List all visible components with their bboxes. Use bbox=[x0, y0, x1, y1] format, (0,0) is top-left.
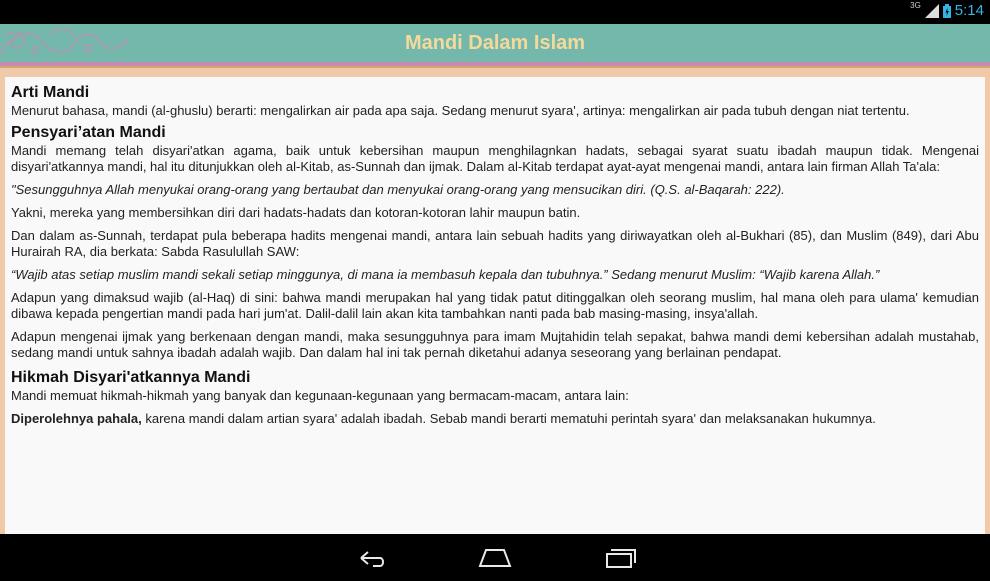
battery-icon bbox=[943, 4, 951, 18]
clock: 5:14 bbox=[954, 2, 984, 19]
paragraph: Menurut bahasa, mandi (al-ghuslu) berarti: mengalirkan air pada apa saja. Sedang menurut syara', artinya: mengalirkan air pada tubuh dengan niat tertentu. bbox=[11, 103, 910, 118]
paragraph: Adapun mengenai ijmak yang berkenaan dengan mandi, maka sesungguhnya para imam Mujtahidin telah sepakat, bahwa mandi demi kebersihan adalah mustahab, sedang mandi untuk sahnya ibadah adalah wajib. Dan dalam hal ini tak pernah diketahui adanya seseorang yang berlainan pendapat. bbox=[11, 329, 979, 360]
navigation-bar bbox=[0, 534, 990, 581]
quote-paragraph: "Sesungguhnya Allah menyukai orang-orang yang bertaubat dan menyukai orang-orang yang mensucikan diri. (Q.S. al-Baqarah: 222). bbox=[11, 182, 785, 197]
paragraph-cut bbox=[11, 411, 979, 427]
paragraph: Yakni, mereka yang membersihkan diri dari hadats-hadats dan kotoran-kotoran lahir maupun batin. bbox=[11, 205, 581, 220]
section-heading: Pensyari’atan Mandi bbox=[11, 124, 166, 141]
paragraph: Dan dalam as-Sunnah, terdapat pula beberapa hadits mengenai mandi, antara lain sebuah hadits yang diriwayatkan oleh al-Bukhari (85), dan Muslim (849), dari Abu Hurairah RA, dia berkata: Sabda Rasulullah SAW: bbox=[11, 228, 979, 259]
paragraph-rest: karena mandi dalam artian syara' adalah ibadah. Sebab mandi berarti mematuhi perintah syara' dan melaksanakan hukumnya. bbox=[141, 411, 876, 426]
bold-lead: Diperolehnya pahala, bbox=[11, 411, 142, 426]
content-frame bbox=[0, 66, 990, 534]
home-icon[interactable] bbox=[477, 546, 513, 570]
back-icon[interactable] bbox=[353, 546, 389, 570]
recents-icon[interactable] bbox=[601, 546, 637, 570]
network-type: 3G bbox=[910, 1, 921, 10]
section-heading: Hikmah Disyari'atkannya Mandi bbox=[11, 369, 251, 386]
page-title: Mandi Dalam Islam bbox=[404, 32, 586, 54]
section-heading: Arti Mandi bbox=[11, 84, 90, 101]
app-title-bar bbox=[0, 24, 990, 66]
status-bar bbox=[0, 0, 990, 24]
paragraph: Mandi memuat hikmah-hikmah yang banyak dan kegunaan-kegunaan yang bermacam-macam, antara lain: bbox=[11, 388, 629, 403]
status-icons bbox=[910, 2, 984, 19]
quote-paragraph: “Wajib atas setiap muslim mandi sekali setiap minggunya, di mana ia membasuh kepala dan tubuhnya.” Sedang menurut Muslim: “Wajib karena Allah.” bbox=[11, 267, 880, 282]
paragraph: Mandi memang telah disyari'atkan agama, baik untuk kebersihan maupun menghilagnkan hadats, sebagai syarat suatu ibadah maupun tidak. Mengenai disyari'atkannya mandi, hal itu ditunjukkan oleh al-Kitab, as-Sunnah dan ijmak. Dalam al-Kitab terdapat ayat-ayat mengenai mandi, antara lain firman Allah Ta'ala: bbox=[11, 143, 979, 174]
signal-icon bbox=[925, 4, 939, 18]
article-content[interactable] bbox=[5, 77, 985, 537]
paragraph: Adapun yang dimaksud wajib (al-Haq) di sini: bahwa mandi merupakan hal yang tidak patut ditinggalkan oleh seorang muslim, hal mana oleh para ulama' kemudian dibawa kepada pengertian mandi pada hari jum'at. Dalil-dalil lain akan kita tambahkan nanti pada bab masing-masing, insya'allah. bbox=[11, 290, 979, 321]
